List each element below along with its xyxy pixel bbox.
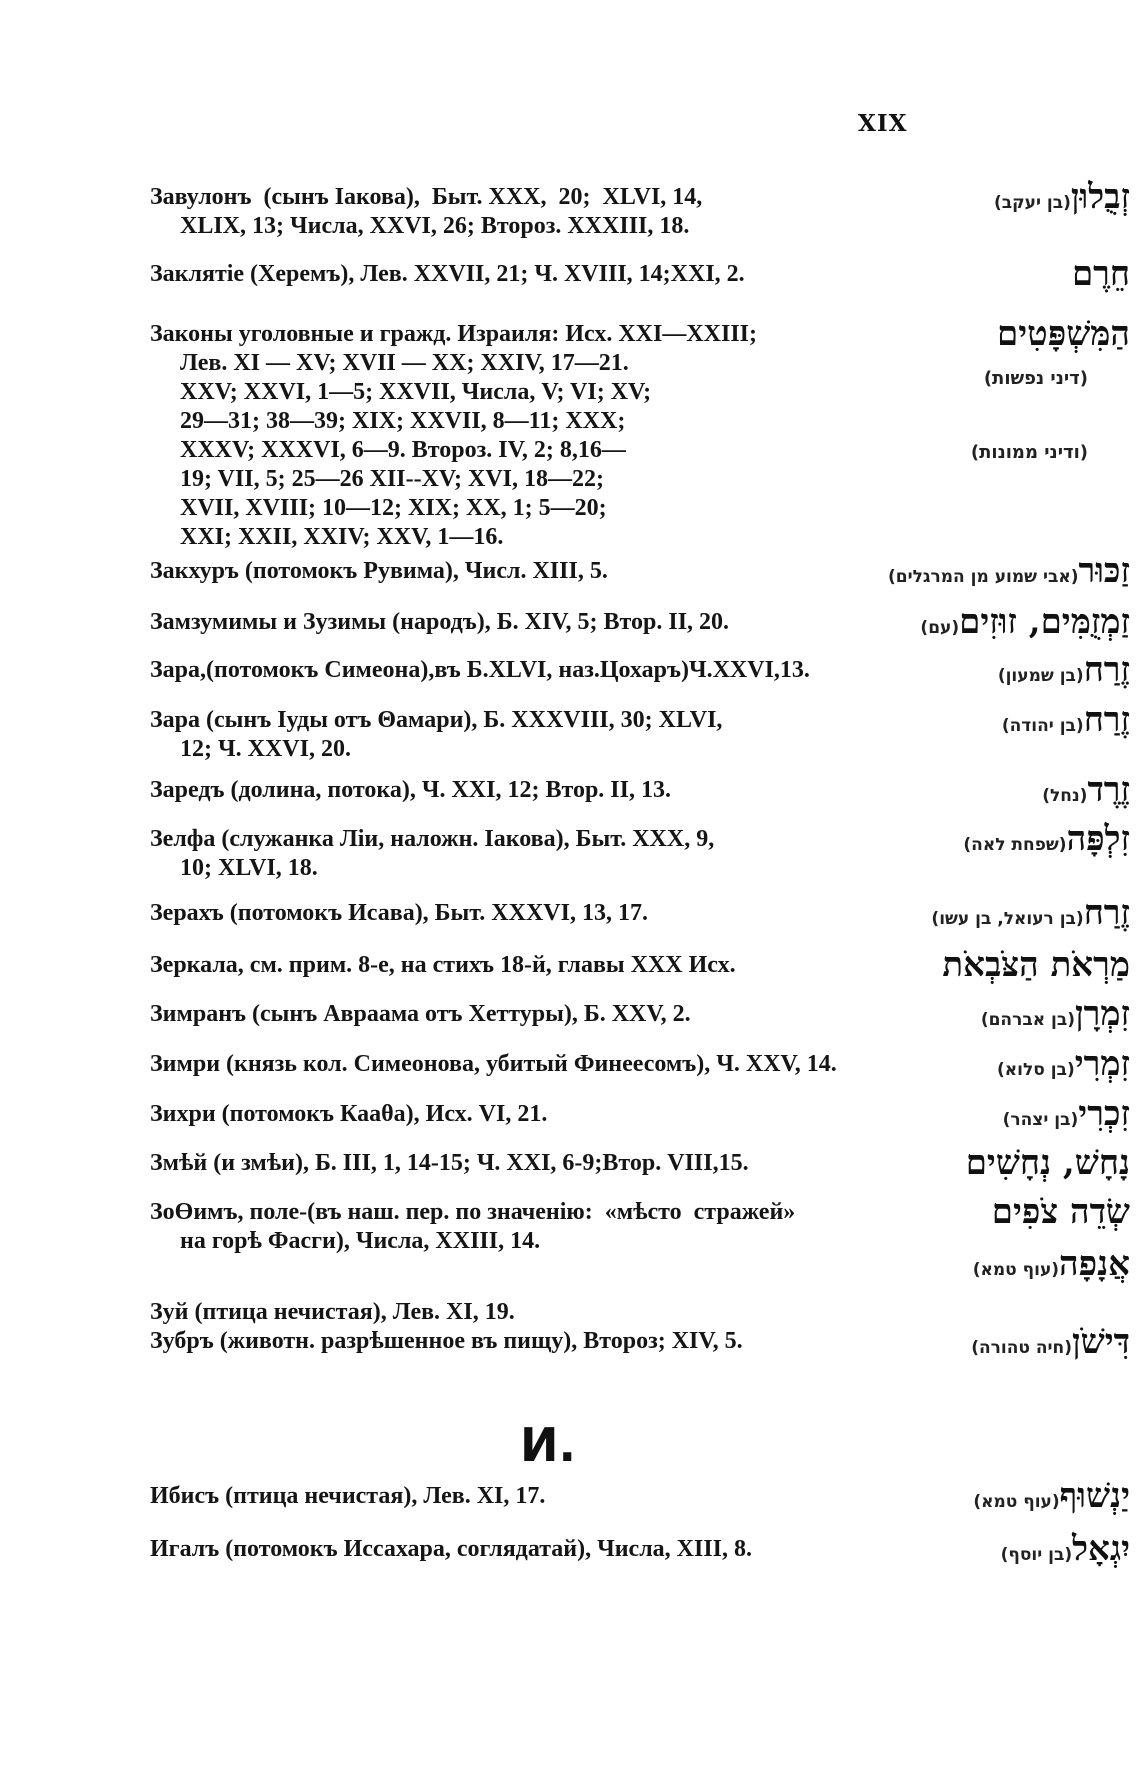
hebrew-term: אֲנָפָה(עוף טמא) bbox=[972, 1244, 1130, 1284]
hebrew-term: זְבֻלוּן(בן יעקב) bbox=[993, 177, 1130, 217]
entry-text: Зихри (потомокъ Кааθа), Исх. VI, 21. bbox=[150, 1101, 548, 1127]
entry-text: Игалъ (потомокъ Иссахара, соглядатай), Числа, XIII, 8. bbox=[150, 1536, 753, 1562]
entry-zimran bbox=[150, 994, 1130, 1034]
hebrew-term: זַכּוּר(אבי שמוע מן המרגלים) bbox=[888, 551, 1130, 591]
entry-text: Зара,(потомокъ Симеона),въ Б.XLVI, наз.Цохаръ)Ч.XXVI,13. bbox=[150, 657, 810, 683]
entry-zerah bbox=[150, 893, 1130, 933]
entry-zihri bbox=[150, 1094, 1130, 1134]
hebrew-term: זִמְרִי(בן סלוא) bbox=[997, 1044, 1130, 1084]
hebrew-term: נָחָשׁ, נְחָשִׁים bbox=[965, 1143, 1130, 1183]
entry-zakhur bbox=[150, 551, 1130, 591]
hebrew-term: זִמְרָן(בן אברהם) bbox=[980, 994, 1130, 1034]
hebrew-term: זִכְרִי(בן יצהר) bbox=[1002, 1094, 1130, 1134]
entry-text: Закхуръ (потомокъ Рувима), Числ. XIII, 5. bbox=[150, 558, 608, 584]
entry-text: Завулонъ (сынъ Іакова), Быт. XXX, 20; XLVI, 14, XLIX, 13; Числа, XXVI, 26; Второз. XXXIII, 18. bbox=[150, 184, 703, 239]
hebrew-term: זֶרַח(בן שמעון) bbox=[997, 650, 1130, 690]
entry-zamzumimy bbox=[150, 602, 1130, 642]
entry-text: Зимранъ (сынъ Авраама отъ Хеттуры), Б. XXV, 2. bbox=[150, 1001, 691, 1027]
entry-zara-simeon bbox=[150, 650, 1130, 690]
entry-ibis bbox=[150, 1476, 1130, 1516]
hebrew-term: חֵרֶם bbox=[1071, 254, 1130, 294]
entry-zerkala bbox=[150, 945, 1130, 985]
entry-text: Зуй (птица нечистая), Лев. XI, 19. Зубръ (животн. разрѣшенное въ пищу), Второз; XIV, 5. bbox=[150, 1299, 743, 1354]
entry-text: Зеркала, см. прим. 8-е, на стихъ 18-й, главы XXX Исх. bbox=[150, 952, 736, 978]
page-number: XIX bbox=[858, 110, 908, 137]
entry-zakony bbox=[150, 314, 1130, 555]
hebrew-note: (דיני נפשות) bbox=[983, 368, 1088, 389]
entry-text: Зерахъ (потомокъ Исава), Быт. XXXVI, 13, 17. bbox=[150, 900, 648, 926]
hebrew-term: הַמִּשְׁפָּטִים bbox=[997, 314, 1130, 354]
hebrew-term: זִלְפָּה(שפחת לאה) bbox=[963, 819, 1130, 859]
entry-zui-zubr bbox=[150, 1298, 1130, 1362]
entry-zared bbox=[150, 770, 1130, 810]
entry-text: Заредъ (долина, потока), Ч. XXI, 12; Втор. II, 13. bbox=[150, 777, 671, 803]
hebrew-term: שְׂדֵה צֹפִים bbox=[991, 1192, 1130, 1232]
entry-text: Змѣй (и змѣи), Б. III, 1, 14-15; Ч. XXI, 6-9;Втор. VIII,15. bbox=[150, 1150, 749, 1176]
hebrew-term: דִּישֹׁן(חיה טהורה) bbox=[971, 1322, 1130, 1362]
hebrew-term: יַנְשׁוּף(עוף טמא) bbox=[973, 1476, 1130, 1516]
entry-text: Зимри (князь кол. Симеонова, убитый Финеесомъ), Ч. XXV, 14. bbox=[150, 1051, 837, 1077]
entry-text: Ибисъ (птица нечистая), Лев. XI, 17. bbox=[150, 1483, 546, 1509]
entry-text: Законы уголовные и гражд. Израиля: Исх. XXI—XXIII; Лев. XI — XV; XVII — XX; XXIV, 17—21. XXV; XXVI, 1—5; XXVII, Числа, V; VI; XV; 29—31; 38—39; XIX; XXVII, 8—11; XXX; XXXV; XXXVI, 6—9. Второз. IV, 2; 8,16— 19; VII, 5; 25—26 XII--XV; XVI, 18—22; XVII, XVIII; 10—12; XIX; XX, 1; 5—20; XXI; XXII, XXIV; XXV, 1—16. bbox=[150, 321, 758, 550]
entry-text: Зара (сынъ Іуды отъ Θамари), Б. XXXVIII, 30; XLVI, 12; Ч. XXVI, 20. bbox=[150, 707, 723, 762]
entry-zelfa bbox=[150, 819, 1130, 885]
entry-zavulon bbox=[150, 177, 1130, 243]
hebrew-term: זַמְזֻמִּים, זוּזִים(עם) bbox=[920, 602, 1130, 642]
entry-zimri bbox=[150, 1044, 1130, 1084]
hebrew-term: זֶרַח(בן רעואל, בן עשו) bbox=[931, 893, 1130, 933]
hebrew-term: מַרְאֹת הַצֹּבְאֹת bbox=[942, 945, 1130, 985]
hebrew-term: זֶרֶד(נחל) bbox=[1042, 770, 1130, 810]
entry-text: Замзумимы и Зузимы (народъ), Б. XIV, 5; Втор. II, 20. bbox=[150, 609, 730, 635]
entry-text: Зоϴимъ, поле-(въ наш. пер. по значенію: «мѣсто стражей» на горѣ Фасги), Числа, XXIII, 14. bbox=[150, 1199, 796, 1254]
entry-zaklyatie bbox=[150, 254, 1130, 294]
entry-text: Заклятіе (Херемъ), Лев. XXVII, 21; Ч. XVIII, 14;XXI, 2. bbox=[150, 261, 745, 287]
hebrew-term: יִגְאָל(בן יוסף) bbox=[1000, 1529, 1130, 1569]
hebrew-term: זֶרַח(בן יהודה) bbox=[1001, 700, 1130, 740]
entry-zara-iuda bbox=[150, 700, 1130, 766]
entry-text: Зелфа (служанка Ліи, наложн. Іакова), Быт. XXX, 9, 10; XLVI, 18. bbox=[150, 826, 715, 881]
entry-igal bbox=[150, 1529, 1130, 1569]
entry-anafa bbox=[150, 1244, 1130, 1290]
hebrew-note: (ודיני ממונות) bbox=[970, 442, 1088, 463]
section-letter: И. bbox=[520, 1418, 576, 1472]
entry-zmei bbox=[150, 1143, 1130, 1183]
